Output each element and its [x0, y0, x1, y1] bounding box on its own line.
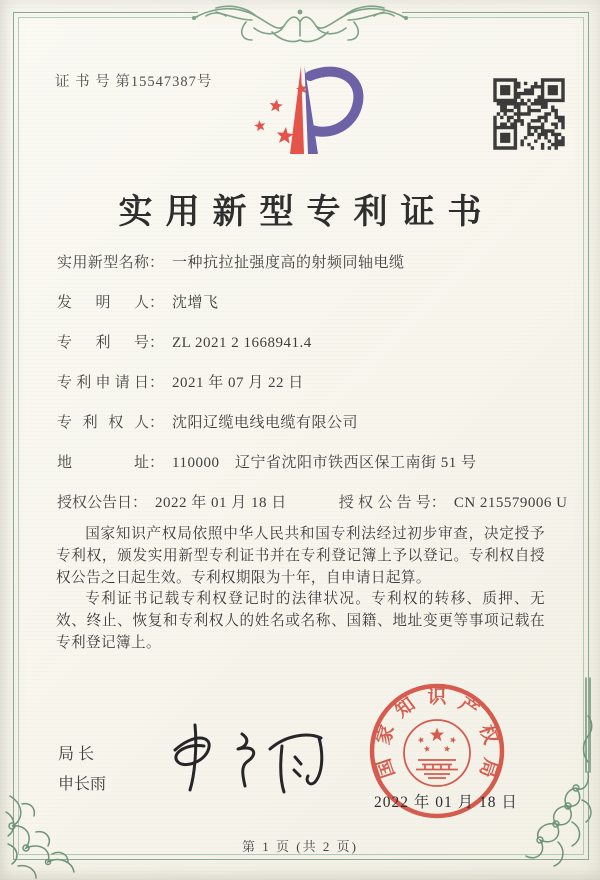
field-value: 110000 辽宁省沈阳市铁西区保工南街 51 号 [172, 455, 477, 471]
field-label: 专利权人 [57, 415, 149, 431]
cnipa-logo [238, 60, 370, 168]
grant-number-pair [339, 491, 568, 512]
field-value: 2021 年 07 月 22 日 [172, 375, 304, 391]
field-row-address [57, 451, 549, 474]
field-row-grant [57, 491, 568, 514]
seal-national-emblem [404, 720, 470, 786]
signer-name: 申长雨 [58, 776, 107, 793]
field-row-patentee [57, 411, 549, 434]
field-label: 地址 [57, 455, 149, 471]
field-label: 发明人 [57, 295, 149, 311]
field-row-patent-no [57, 331, 549, 354]
field-value: CN 215579006 U [453, 495, 568, 511]
field-row-inventor [57, 291, 549, 314]
qr-code [489, 74, 569, 154]
field-value: 沈增飞 [172, 295, 219, 311]
colon: ： [149, 255, 165, 271]
colon: ： [149, 455, 165, 471]
seal-date: 2022 年 01 月 18 日 [374, 794, 518, 811]
signer-title: 局长 [58, 746, 99, 763]
logo-p-bowl [310, 72, 358, 132]
field-value: ZL 2021 2 1668941.4 [172, 335, 312, 351]
legal-paragraph-1: 国家知识产权局依照中华人民共和国专利法经过初步审查，决定授予专利权，颁发实用新型专利证书并在专利登记簿上予以登记。专利权自授权公告之日起生效。专利权期限为十年，自申请日起算。 [56, 526, 545, 586]
certificate-number: 证 书 号 第15547387号 [55, 74, 213, 90]
colon: ： [149, 335, 165, 351]
field-value: 2022 年 01 月 18 日 [155, 495, 287, 511]
seal-ring-text: 国家知识产权局 [373, 687, 501, 781]
legal-paragraph-2: 专利证书记载专利权登记时的法律状况。专利权的转移、质押、无效、终止、恢复和专利权人的姓名或名称、国籍、地址变更等事项记载在专利登记簿上。 [56, 591, 545, 651]
field-value: 沈阳辽缆电线电缆有限公司 [172, 415, 359, 431]
field-label: 授权公告号 [338, 495, 431, 511]
logo-red-wedge [290, 66, 304, 154]
field-value: 一种抗拉扯强度高的射频同轴电缆 [172, 255, 405, 271]
colon: ： [430, 495, 446, 511]
handwritten-signature [158, 718, 333, 810]
colon: ： [149, 415, 165, 431]
legal-text-block [56, 524, 545, 655]
field-row-name [57, 251, 549, 274]
field-row-filing-date [57, 371, 549, 394]
field-label: 实用新型名称 [57, 255, 149, 271]
signer-block [58, 740, 106, 800]
field-label: 专利申请日 [57, 375, 149, 391]
colon: ： [132, 495, 148, 511]
page-number: 第 1 页 (共 2 页) [242, 839, 358, 854]
fields-block [57, 251, 568, 531]
field-label: 授权公告日 [57, 495, 133, 511]
colon: ： [149, 295, 165, 311]
field-label: 专利号 [57, 335, 149, 351]
colon: ： [149, 375, 165, 391]
certificate-title: 实用新型专利证书 [118, 194, 495, 231]
